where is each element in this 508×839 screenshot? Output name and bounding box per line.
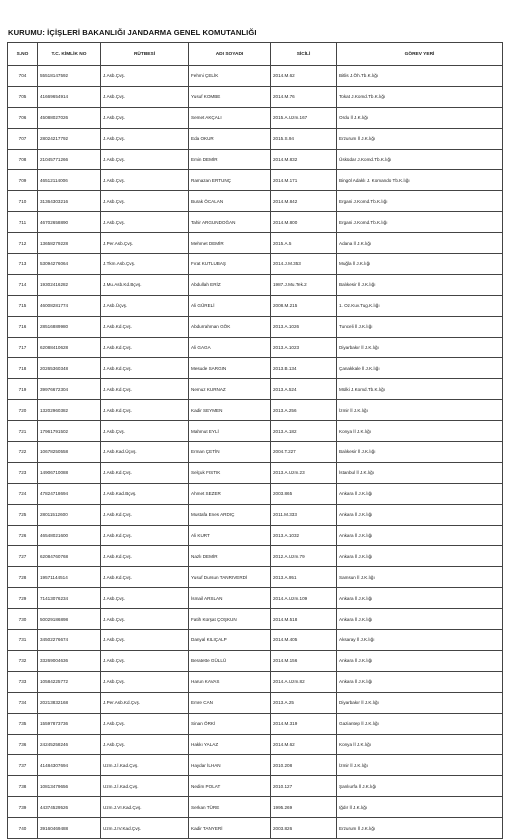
cell-sno: 708 — [8, 149, 38, 170]
cell-record: 2013.A.1023 — [271, 337, 337, 358]
cell-tc-no: 39976672304 — [38, 379, 101, 400]
cell-rank: J.Asb.Kd.Çvş. — [101, 525, 189, 546]
cell-duty-station: Aksaray İl J.K.lığı — [337, 630, 503, 651]
cell-duty-station: Ankara İl J.K.lığı — [337, 671, 503, 692]
cell-tc-no: 34502276674 — [38, 630, 101, 651]
cell-name: Beratette GÜLLÜ — [189, 650, 271, 671]
cell-record: 2003.865 — [271, 483, 337, 504]
cell-name: Hakkı YALAZ — [189, 734, 271, 755]
cell-name: Haydar İLHAN — [189, 755, 271, 776]
cell-rank: J.Asb.Çvş. — [101, 191, 189, 212]
cell-tc-no: 46548021600 — [38, 525, 101, 546]
cell-record: 2010.208 — [271, 755, 337, 776]
cell-sno: 710 — [8, 191, 38, 212]
cell-name: Kadir TANYERİ — [189, 818, 271, 839]
cell-name: Emre CAN — [189, 692, 271, 713]
document-title: KURUMU: İÇİŞLERİ BAKANLIĞI JANDARMA GENEL KOMUTANLIĞI — [8, 28, 257, 37]
cell-name: Erman ÇETİN — [189, 442, 271, 463]
cell-tc-no: 55518147592 — [38, 66, 101, 87]
cell-rank: Uzm.J.İ.Kad.Çvş. — [101, 776, 189, 797]
cell-name: Serkan TÜRE — [189, 797, 271, 818]
cell-rank: Uzm.J.VI.Kad.Çvş. — [101, 797, 189, 818]
cell-rank: J.Asb.Çvş. — [101, 630, 189, 651]
column-header-duty-station: GÖREV YERİ — [337, 43, 503, 66]
table-row — [8, 797, 503, 818]
cell-tc-no: 50029186898 — [38, 609, 101, 630]
cell-sno: 716 — [8, 316, 38, 337]
cell-duty-station: Erzurum İl J.K.lığı — [337, 818, 503, 839]
table-row — [8, 650, 503, 671]
column-header-tc-no: T.C. KİMLİK NO — [38, 43, 101, 66]
cell-record: 2013.A.951 — [271, 567, 337, 588]
cell-sno: 739 — [8, 797, 38, 818]
cell-record: 2014.M.62 — [271, 66, 337, 87]
cell-sno: 738 — [8, 776, 38, 797]
personnel-table-wrapper — [7, 42, 502, 839]
table-row — [8, 567, 503, 588]
cell-tc-no: 46512114006 — [38, 170, 101, 191]
table-row — [8, 254, 503, 275]
table-row — [8, 630, 503, 651]
table-row — [8, 274, 503, 295]
cell-tc-no: 41484307694 — [38, 755, 101, 776]
cell-sno: 731 — [8, 630, 38, 651]
cell-tc-no: 62088410628 — [38, 337, 101, 358]
table-row — [8, 212, 503, 233]
cell-duty-station: Ankara İl J.K.lığı — [337, 504, 503, 525]
cell-tc-no: 20213832168 — [38, 692, 101, 713]
table-row — [8, 358, 503, 379]
table-row — [8, 295, 503, 316]
cell-record: 2014.M.405 — [271, 630, 337, 651]
cell-record: 2013.A.256 — [271, 400, 337, 421]
cell-rank: J.Asb.Çvş. — [101, 107, 189, 128]
table-row — [8, 107, 503, 128]
cell-rank: J.Asb.Çvş. — [101, 588, 189, 609]
cell-sno: 714 — [8, 274, 38, 295]
cell-tc-no: 21045771266 — [38, 149, 101, 170]
cell-sno: 728 — [8, 567, 38, 588]
cell-sno: 737 — [8, 755, 38, 776]
cell-name: Mehmet DEMİR — [189, 233, 271, 254]
cell-duty-station: 1. Oz.Kuv.Tug.K.lığı — [337, 295, 503, 316]
cell-tc-no: 20265360348 — [38, 358, 101, 379]
table-row — [8, 671, 503, 692]
cell-duty-station: Bingöl Adaklı J. Komando Tb.K.lığı — [337, 170, 503, 191]
cell-tc-no: 71413076234 — [38, 588, 101, 609]
cell-sno: 720 — [8, 400, 38, 421]
cell-rank: J.Asb.Kd.Çvş. — [101, 337, 189, 358]
cell-rank: Uzm.J.İ.Kad.Çvş. — [101, 755, 189, 776]
column-header-name: ADI SOYADI — [189, 43, 271, 66]
cell-rank: J.Per.Asb.Çvş. — [101, 233, 189, 254]
table-header-row — [8, 43, 503, 66]
cell-name: Kadir SEYMEN — [189, 400, 271, 421]
column-header-rank: RÜTBESİ — [101, 43, 189, 66]
cell-name: Fırat KUTLUBAŞ — [189, 254, 271, 275]
cell-name: Nedim POLAT — [189, 776, 271, 797]
cell-record: 2013.A.Uzm.23 — [271, 462, 337, 483]
cell-sno: 740 — [8, 818, 38, 839]
cell-tc-no: 19571144514 — [38, 567, 101, 588]
cell-sno: 717 — [8, 337, 38, 358]
cell-rank: J.Asb.Kd.Çvş. — [101, 546, 189, 567]
cell-tc-no: 31364303216 — [38, 191, 101, 212]
cell-duty-station: Şanlıurfa İl J.K.lığı — [337, 776, 503, 797]
cell-tc-no: 19302416282 — [38, 274, 101, 295]
cell-record: 2015.S.94 — [271, 128, 337, 149]
cell-tc-no: 62084760768 — [38, 546, 101, 567]
cell-record: 2014.M.518 — [271, 609, 337, 630]
cell-tc-no: 28011512600 — [38, 504, 101, 525]
cell-name: Emin DEMİR — [189, 149, 271, 170]
cell-sno: 709 — [8, 170, 38, 191]
table-row — [8, 337, 503, 358]
cell-name: Mustafa Enes ARDIÇ — [189, 504, 271, 525]
cell-sno: 722 — [8, 442, 38, 463]
cell-rank: J.Asb.Çvş. — [101, 713, 189, 734]
cell-rank: J.Asb.Kad.Üçvş. — [101, 442, 189, 463]
cell-duty-station: Tokat J.Komd.Tb.K.lığı — [337, 86, 503, 107]
cell-rank: J.Asb.Çvş. — [101, 170, 189, 191]
cell-record: 2014.A.Uzm.82 — [271, 671, 337, 692]
cell-rank: J.Asb.Çvş. — [101, 66, 189, 87]
cell-record: 2014.A.Uzm.109 — [271, 588, 337, 609]
cell-duty-station: Iğdır İl J.K.lığı — [337, 797, 503, 818]
cell-sno: 707 — [8, 128, 38, 149]
cell-name: Nemuz KURNAZ — [189, 379, 271, 400]
cell-name: Harun KAVAS — [189, 671, 271, 692]
cell-rank: J.Asb.Çvş. — [101, 212, 189, 233]
cell-duty-station: Samsun İl J.K.lığı — [337, 567, 503, 588]
cell-name: Ali GÜRELİ — [189, 295, 271, 316]
cell-record: 2014.M.156 — [271, 650, 337, 671]
cell-record: 2013.A.182 — [271, 421, 337, 442]
cell-duty-station: Konya İl J.K.lığı — [337, 734, 503, 755]
cell-duty-station: Ankara İl J.K.lığı — [337, 546, 503, 567]
cell-record: 2011.M.333 — [271, 504, 337, 525]
table-row — [8, 442, 503, 463]
cell-name: İsmail ARSLAN — [189, 588, 271, 609]
table-row — [8, 525, 503, 546]
table-row — [8, 66, 503, 87]
cell-rank: J.Asb.Kd.Çvş. — [101, 504, 189, 525]
cell-record: 2014.M.171 — [271, 170, 337, 191]
table-row — [8, 713, 503, 734]
personnel-table — [7, 42, 503, 839]
cell-rank: J.Asb.Kd.Çvş. — [101, 379, 189, 400]
table-row — [8, 776, 503, 797]
cell-sno: 723 — [8, 462, 38, 483]
cell-duty-station: Ergani J.Komd.Tb.K.lığı — [337, 191, 503, 212]
table-row — [8, 400, 503, 421]
table-row — [8, 546, 503, 567]
cell-sno: 718 — [8, 358, 38, 379]
cell-duty-station: İstanbul İl J.K.lığı — [337, 462, 503, 483]
cell-duty-station: İzmir İl J.K.lığı — [337, 755, 503, 776]
cell-sno: 734 — [8, 692, 38, 713]
cell-sno: 726 — [8, 525, 38, 546]
cell-sno: 711 — [8, 212, 38, 233]
cell-sno: 730 — [8, 609, 38, 630]
cell-rank: J.Asb.Üçvş. — [101, 295, 189, 316]
cell-sno: 712 — [8, 233, 38, 254]
table-row — [8, 128, 503, 149]
cell-record: 1987.J.Mu.Tek.2 — [271, 274, 337, 295]
cell-tc-no: 24245258246 — [38, 734, 101, 755]
cell-record: 1995.269 — [271, 797, 337, 818]
cell-rank: J.Asb.Çvş. — [101, 609, 189, 630]
cell-duty-station: Çanakkale İl J.K.lığı — [337, 358, 503, 379]
cell-rank: J.Asb.Kad.Bçvş. — [101, 483, 189, 504]
cell-record: 2014.J.M.353 — [271, 254, 337, 275]
table-row — [8, 316, 503, 337]
cell-duty-station: Erzurum İl J.K.lığı — [337, 128, 503, 149]
cell-duty-station: Gaziantep İl J.K.lığı — [337, 713, 503, 734]
cell-duty-station: Diyarbakır İl J.K.lığı — [337, 337, 503, 358]
cell-duty-station: Ankara İl J.K.lığı — [337, 483, 503, 504]
cell-tc-no: 14906710088 — [38, 462, 101, 483]
cell-record: 2013.B.134 — [271, 358, 337, 379]
cell-record: 2013.A.524 — [271, 379, 337, 400]
cell-rank: J.Asb.Çvş. — [101, 421, 189, 442]
cell-tc-no: 44374529526 — [38, 797, 101, 818]
cell-sno: 724 — [8, 483, 38, 504]
cell-name: Selçuk FISTIK — [189, 462, 271, 483]
cell-tc-no: 28024217792 — [38, 128, 101, 149]
cell-rank: J.Asb.Kd.Çvş. — [101, 400, 189, 421]
cell-rank: Uzm.J.IV.Kad.Çvş. — [101, 818, 189, 839]
cell-rank: J.Asb.Çvş. — [101, 86, 189, 107]
cell-record: 2012.A.Uzm.79 — [271, 546, 337, 567]
cell-name: Abdullah ERİZ — [189, 274, 271, 295]
cell-duty-station: Ordu İl J.K.lığı — [337, 107, 503, 128]
cell-sno: 715 — [8, 295, 38, 316]
cell-name: Semet AKÇALI — [189, 107, 271, 128]
cell-duty-station: Diyarbakır İl J.K.lığı — [337, 692, 503, 713]
cell-rank: J.Asb.Kd.Çvş. — [101, 316, 189, 337]
cell-name: Ali KURT — [189, 525, 271, 546]
cell-tc-no: 28516889980 — [38, 316, 101, 337]
table-row — [8, 191, 503, 212]
cell-tc-no: 17961791502 — [38, 421, 101, 442]
cell-sno: 721 — [8, 421, 38, 442]
cell-sno: 732 — [8, 650, 38, 671]
cell-rank: J.Asb.Çvş. — [101, 650, 189, 671]
cell-tc-no: 15597873736 — [38, 713, 101, 734]
cell-tc-no: 46008281774 — [38, 295, 101, 316]
table-row — [8, 170, 503, 191]
column-header-record: SİCİLİ — [271, 43, 337, 66]
cell-duty-station: Konya İl J.K.lığı — [337, 421, 503, 442]
cell-tc-no: 13202960382 — [38, 400, 101, 421]
table-row — [8, 818, 503, 839]
table-row — [8, 609, 503, 630]
cell-name: Mahmut EYLİ — [189, 421, 271, 442]
cell-sno: 736 — [8, 734, 38, 755]
cell-rank: J.Asb.Çvş. — [101, 128, 189, 149]
cell-record: 2003.826 — [271, 818, 337, 839]
cell-duty-station: Ankara İl J.K.lığı — [337, 650, 503, 671]
table-row — [8, 692, 503, 713]
cell-sno: 706 — [8, 107, 38, 128]
cell-name: Ali GAGA — [189, 337, 271, 358]
cell-rank: J.Mu.Asb.Kd.Bçvş. — [101, 274, 189, 295]
table-body — [8, 66, 503, 839]
cell-duty-station: Üsküdar J.Komd.Tb.K.lığı — [337, 149, 503, 170]
cell-duty-station: Bitlis J.Öh.Tb.K.lığı — [337, 66, 503, 87]
column-header-sno: S.NO — [8, 43, 38, 66]
cell-duty-station: Mülki J.Komd.Tb.K.lığı — [337, 379, 503, 400]
cell-duty-station: Balıkesir İl J.K.lığı — [337, 274, 503, 295]
cell-tc-no: 10584225772 — [38, 671, 101, 692]
cell-sno: 705 — [8, 86, 38, 107]
table-row — [8, 734, 503, 755]
cell-tc-no: 10813479656 — [38, 776, 101, 797]
table-row — [8, 421, 503, 442]
cell-record: 2014.M.62 — [271, 734, 337, 755]
cell-record: 2014.M.800 — [271, 212, 337, 233]
cell-rank: J.Asb.Kd.Çvş. — [101, 462, 189, 483]
table-row — [8, 755, 503, 776]
cell-sno: 725 — [8, 504, 38, 525]
cell-record: 2013.A.1032 — [271, 525, 337, 546]
cell-sno: 733 — [8, 671, 38, 692]
table-row — [8, 149, 503, 170]
cell-tc-no: 41669654914 — [38, 86, 101, 107]
table-row — [8, 462, 503, 483]
cell-tc-no: 10678250558 — [38, 442, 101, 463]
cell-name: Ramazan ERTUNÇ — [189, 170, 271, 191]
cell-duty-station: Muğla İl J.K.lığı — [337, 254, 503, 275]
cell-record: 2008.M.215 — [271, 295, 337, 316]
cell-sno: 704 — [8, 66, 38, 87]
cell-tc-no: 47824718694 — [38, 483, 101, 504]
cell-record: 2014.M.319 — [271, 713, 337, 734]
cell-name: Yusuf Dursun TANRIVERDİ — [189, 567, 271, 588]
table-row — [8, 86, 503, 107]
table-row — [8, 504, 503, 525]
cell-sno: 713 — [8, 254, 38, 275]
cell-name: Ahmet SEZER — [189, 483, 271, 504]
cell-duty-station: İzmir İl J.K.lığı — [337, 400, 503, 421]
cell-name: Sinan ÖRKİ — [189, 713, 271, 734]
cell-name: Nazlı DEMİR — [189, 546, 271, 567]
cell-duty-station: Ergani J.Komd.Tb.K.lığı — [337, 212, 503, 233]
cell-name: Danyal KILIÇALP — [189, 630, 271, 651]
cell-record: 2004.T.227 — [271, 442, 337, 463]
cell-duty-station: Ankara İl J.K.lığı — [337, 609, 503, 630]
cell-record: 2015.A.Uzm.167 — [271, 107, 337, 128]
cell-record: 2010.127 — [271, 776, 337, 797]
cell-sno: 719 — [8, 379, 38, 400]
cell-duty-station: Tunceli İl J.K.lığı — [337, 316, 503, 337]
table-row — [8, 483, 503, 504]
cell-tc-no: 53094276064 — [38, 254, 101, 275]
cell-record: 2013.A.1026 — [271, 316, 337, 337]
cell-rank: J.Tkm.Asb.Çvş. — [101, 254, 189, 275]
cell-rank: J.Asb.Kd.Çvş. — [101, 567, 189, 588]
table-row — [8, 588, 503, 609]
cell-name: Burak ÖCALAN — [189, 191, 271, 212]
cell-name: Fatih Kürşat ÇOŞKUN — [189, 609, 271, 630]
cell-duty-station: Balıkesir İl J.K.lığı — [337, 442, 503, 463]
cell-record: 2014.M.832 — [271, 149, 337, 170]
cell-record: 2013.A.25 — [271, 692, 337, 713]
cell-duty-station: Ankara İl J.K.lığı — [337, 525, 503, 546]
cell-duty-station: Ankara İl J.K.lığı — [337, 588, 503, 609]
cell-tc-no: 33269004636 — [38, 650, 101, 671]
cell-rank: J.Asb.Çvş. — [101, 149, 189, 170]
cell-sno: 727 — [8, 546, 38, 567]
table-row — [8, 233, 503, 254]
cell-sno: 735 — [8, 713, 38, 734]
cell-rank: J.Asb.Çvş. — [101, 734, 189, 755]
cell-name: Eda OKUR — [189, 128, 271, 149]
cell-rank: J.Asb.Çvş. — [101, 671, 189, 692]
cell-name: Yusuf KOMBE — [189, 86, 271, 107]
cell-sno: 729 — [8, 588, 38, 609]
cell-record: 2014.M.842 — [271, 191, 337, 212]
cell-record: 2015.A.5 — [271, 233, 337, 254]
table-row — [8, 379, 503, 400]
cell-tc-no: 13658279228 — [38, 233, 101, 254]
cell-name: Tahir ARGUNDOĞAN — [189, 212, 271, 233]
cell-name: Mesude SARGIN — [189, 358, 271, 379]
cell-rank: J.Asb.Kd.Çvş. — [101, 358, 189, 379]
cell-tc-no: 45088027026 — [38, 107, 101, 128]
cell-record: 2014.M.76 — [271, 86, 337, 107]
cell-duty-station: Adana İl J.K.lığı — [337, 233, 503, 254]
cell-name: Abdurrahman GÖK — [189, 316, 271, 337]
cell-tc-no: 39160469488 — [38, 818, 101, 839]
cell-tc-no: 46702658890 — [38, 212, 101, 233]
cell-rank: J.Per.Asb.Kd.Çvş. — [101, 692, 189, 713]
cell-name: Fehmi ÇELİK — [189, 66, 271, 87]
